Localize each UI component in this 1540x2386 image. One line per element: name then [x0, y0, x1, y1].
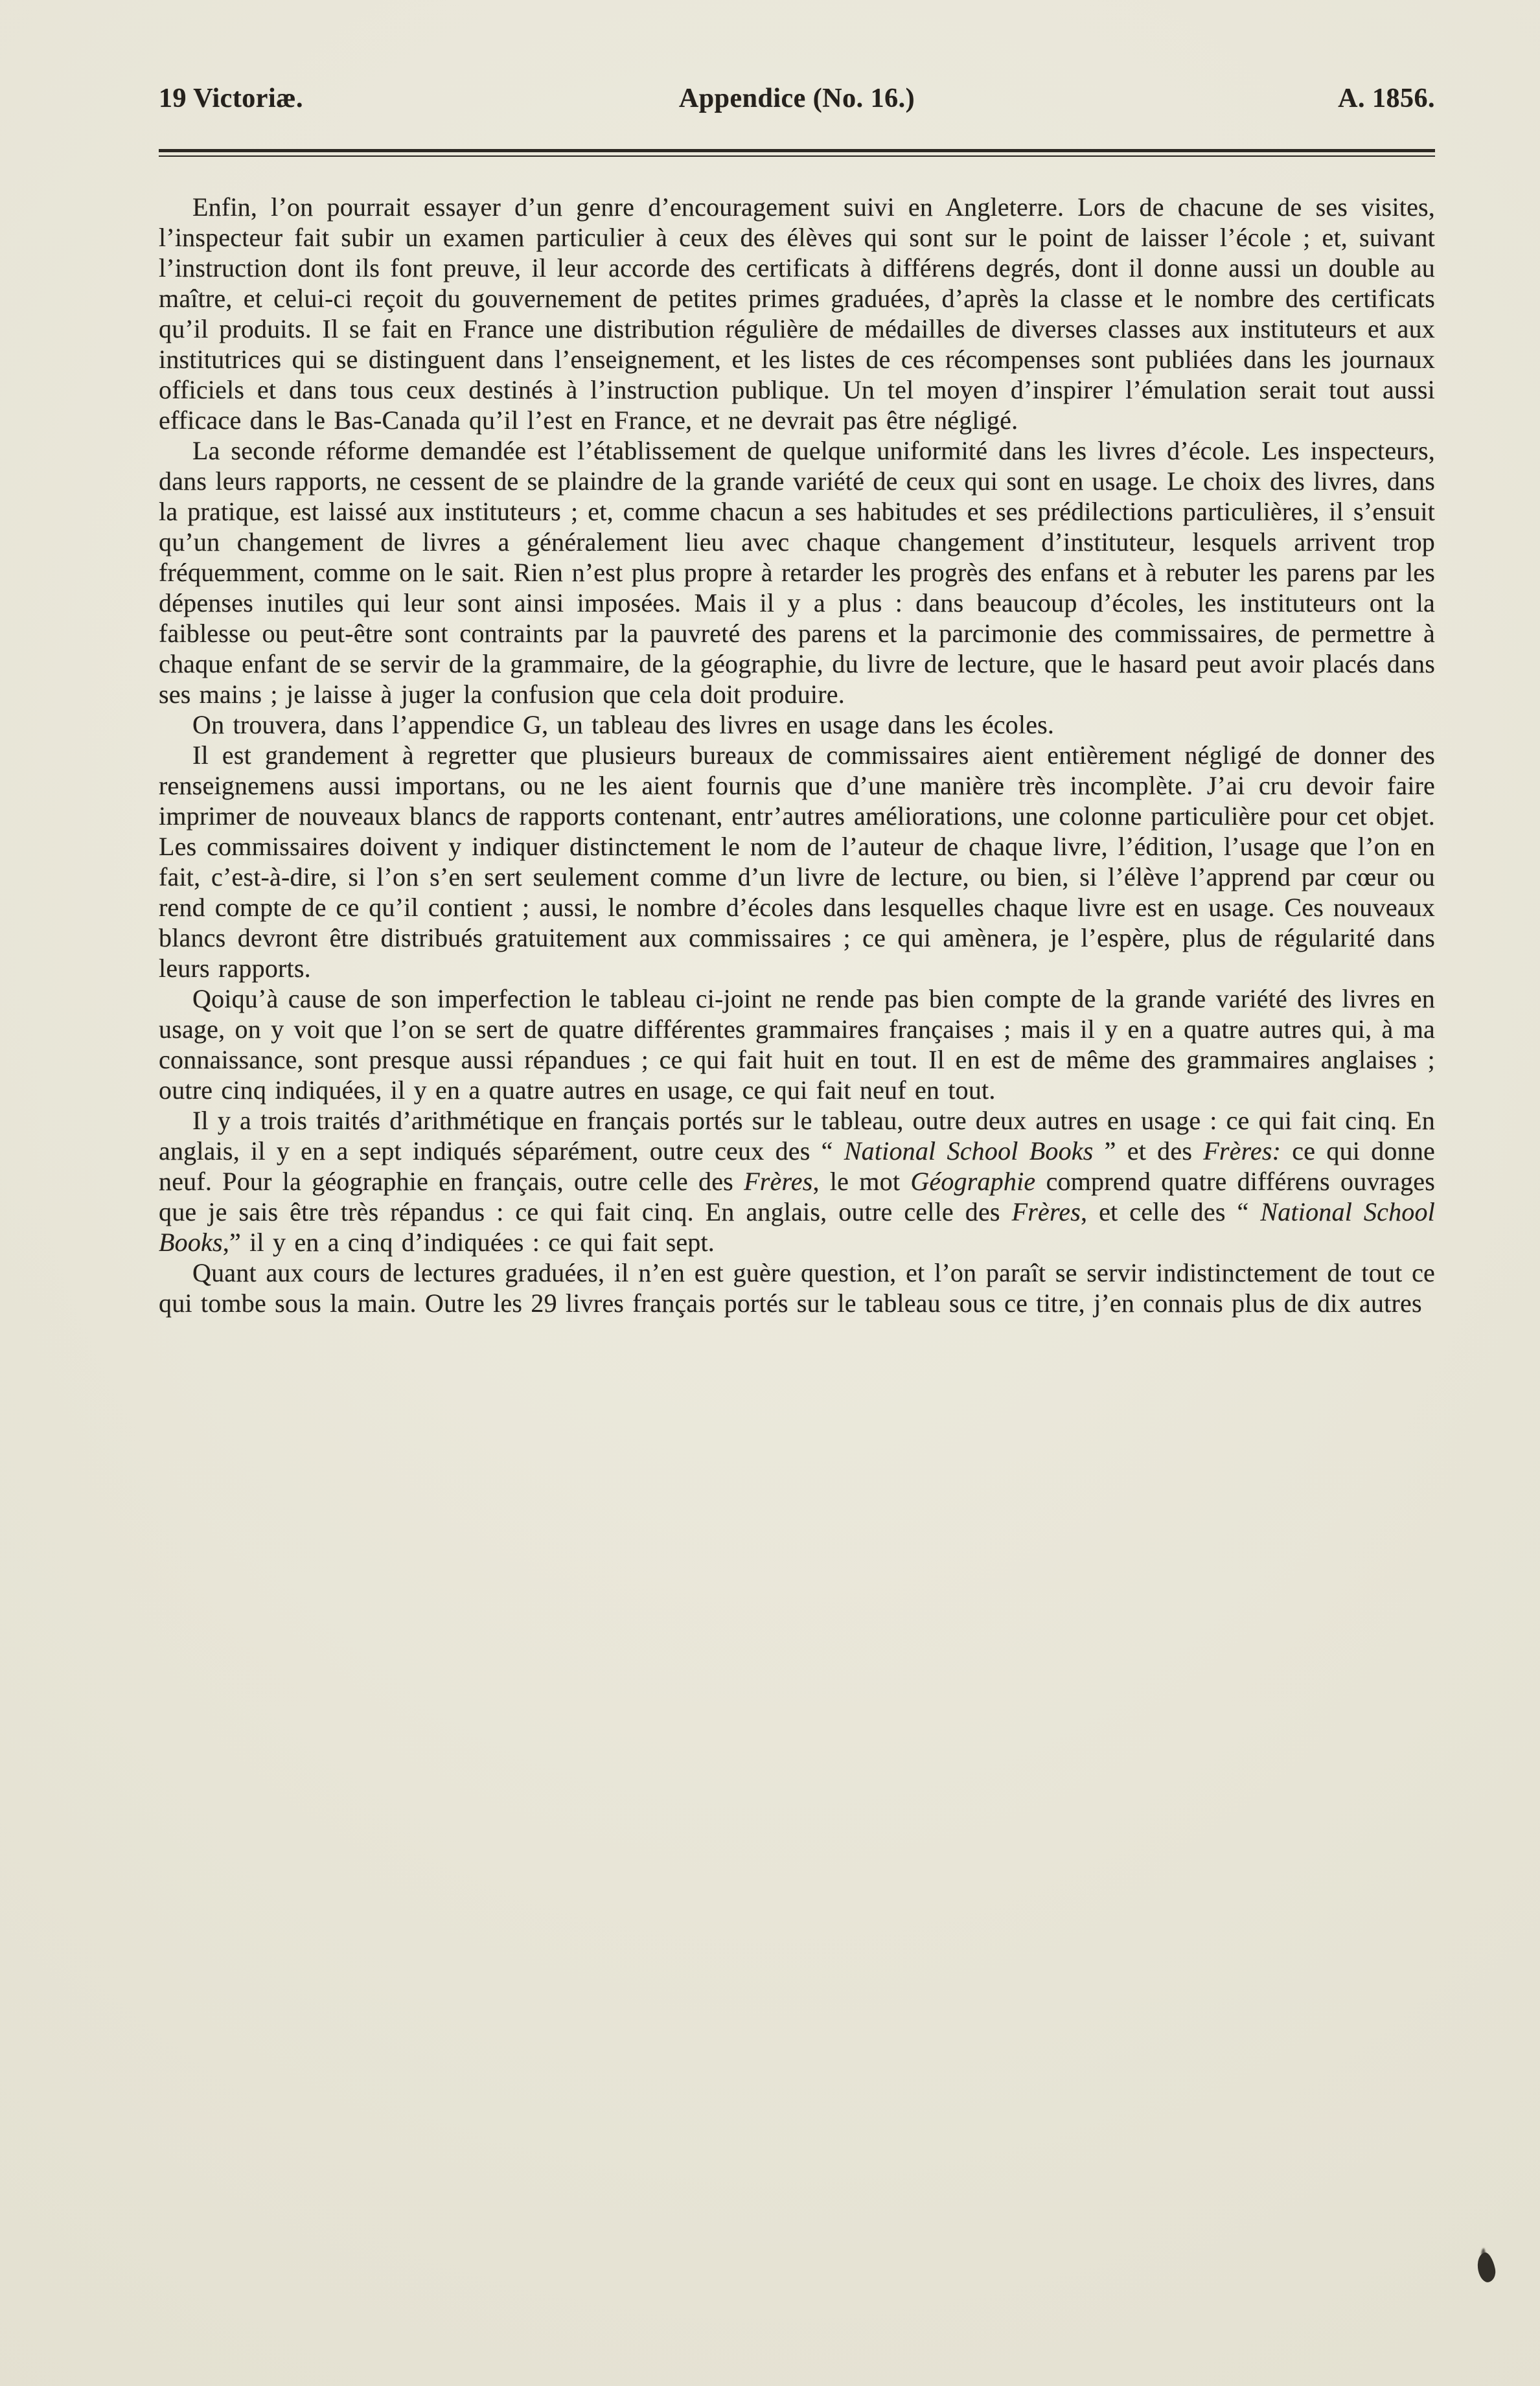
text-run: ,” il y en a cinq d’indiquées : ce qui fait sept.	[222, 1228, 715, 1257]
paragraph-graded-readers: Quant aux cours de lectures graduées, il n’en est guère question, et l’on paraît se servir indistinctement de tout ce qui tombe sous la main. Outre les 29 livres français portés sur le tableau sous ce titre, j’en connais plus de dix autres	[159, 1258, 1435, 1318]
paragraph-grammars-count: Qoiqu’à cause de son imperfection le tableau ci-joint ne rende pas bien compte de la grande variété des livres en usage, on y voit que l’on se sert de quatre différentes grammaires françaises ; mais il y en a quatre autres qui, à ma connaissance, sont presque aussi répandues ; ce qui fait huit en tout. Il en est de même des grammaires anglaises ; outre cinq indiquées, il y en a quatre autres en usage, ce qui fait neuf en tout.	[159, 984, 1435, 1105]
text-run: , et celle des “	[1080, 1197, 1261, 1226]
text-run: Il y a trois traités d’arithmétique en français portés sur le tableau, outre deux autres en usage : ce qui fait cinq. En anglais, il y en a sept indiqués séparément, outre ceux des “	[159, 1106, 1435, 1165]
book-title-freres: Frères:	[1203, 1136, 1281, 1165]
book-title-geographie: Géographie	[910, 1167, 1036, 1196]
paragraph-second-reform-books: La seconde réforme demandée est l’établissement de quelque uniformité dans les livres d’école. Les inspecteurs, dans leurs rapports, ne cessent de se plaindre de la grande variété de ceux qui sont en usage. Le choix des livres, dans la pratique, est laissé aux instituteurs ; et, comme chacun a ses habitudes et ses prédilections particulières, il s’ensuit qu’un changement de livres a généralement lieu avec chaque changement d’instituteur, lesquels arrivent trop fréquemment, comme on le sait. Rien n’est plus propre à retarder les progrès des enfans et à rebuter les parens par les dépenses inutiles qui leur sont ainsi imposées. Mais il y a plus : dans beaucoup d’écoles, les instituteurs ont la faiblesse ou peut-être sont contraints par la pauvreté des parens et la parcimonie des commissaires, de permettre à chaque enfant de se servir de la grammaire, de la géographie, du livre de lecture, que le hasard peut avoir placés dans ses mains ; je laisse à juger la confusion que cela doit produire.	[159, 436, 1435, 709]
paragraph-arithmetic-geography-books	[159, 1105, 1435, 1257]
ink-smudge	[1475, 2251, 1498, 2284]
paragraph-encouragement-england: Enfin, l’on pourrait essayer d’un genre d’encouragement suivi en Angleterre. Lors de chacune de ses visites, l’inspecteur fait subir un examen particulier à ceux des élèves qui sont sur le point de laisser l’école ; et, suivant l’instruction dont ils font preuve, il leur accorde des certificats à différens degrés, dont il donne aussi un double au maître, et celui-ci reçoit du gouvernement de petites primes graduées, d’après la classe et le nombre des certificats qu’il produits. Il se fait en France une distribution régulière de médailles de diverses classes aux instituteurs et aux institutrices qui se distinguent dans l’enseignement, et les listes de ces récompenses sont publiées dans les journaux officiels et dans tous ceux destinés à l’instruction publique. Un tel moyen d’inspirer l’émulation serait tout aussi efficace dans le Bas-Canada qu’il l’est en France, et ne devrait pas être négligé.	[159, 192, 1435, 435]
running-head-volume: 19 Victoriæ.	[159, 84, 303, 113]
text-run: ” et des	[1093, 1136, 1204, 1165]
text-run: , le mot	[812, 1167, 911, 1196]
text-run: comprend quatre différens ouvrages que je sais être très répandus : ce qui fait cinq. En anglais, outre celle des	[159, 1167, 1435, 1226]
page-body-text	[159, 192, 1435, 1318]
paragraph-commissioners-reports: Il est grandement à regretter que plusieurs bureaux de commissaires aient entièrement négligé de donner des renseignemens aussi importans, ou ne les aient fournis que d’une manière très incomplète. J’ai cru devoir faire imprimer de nouveaux blancs de rapports contenant, entr’autres améliorations, une colonne particulière pour cet objet. Les commissaires doivent y indiquer distinctement le nom de l’auteur de chaque livre, l’édition, l’usage que l’on en fait, c’est-à-dire, si l’on s’en sert seulement comme d’un livre de lecture, ou bien, si l’élève l’apprend par cœur ou rend compte de ce qu’il contient ; aussi, le nombre d’écoles dans lesquelles chaque livre est en usage. Ces nouveaux blancs devront être distribués gratuitement aux commissaires ; ce qui amènera, je l’espère, plus de régularité dans leurs rapports.	[159, 740, 1435, 983]
book-title-national-school-books: National School Books	[159, 1197, 1435, 1257]
running-head	[159, 83, 1435, 114]
book-title-freres: Frères	[1011, 1197, 1081, 1226]
paragraph-appendix-g-table: On trouvera, dans l’appendice G, un tableau des livres en usage dans les écoles.	[192, 710, 1055, 739]
running-head-title: Appendice (No. 16.)	[678, 84, 915, 113]
book-title-freres: Frères	[744, 1167, 813, 1196]
book-title-national-school-books: National School Books	[844, 1136, 1094, 1165]
double-rule	[159, 149, 1435, 157]
running-head-year: A. 1856.	[1338, 84, 1435, 113]
text-run: ce qui donne neuf. Pour la géographie en français, outre celle des	[159, 1136, 1435, 1196]
